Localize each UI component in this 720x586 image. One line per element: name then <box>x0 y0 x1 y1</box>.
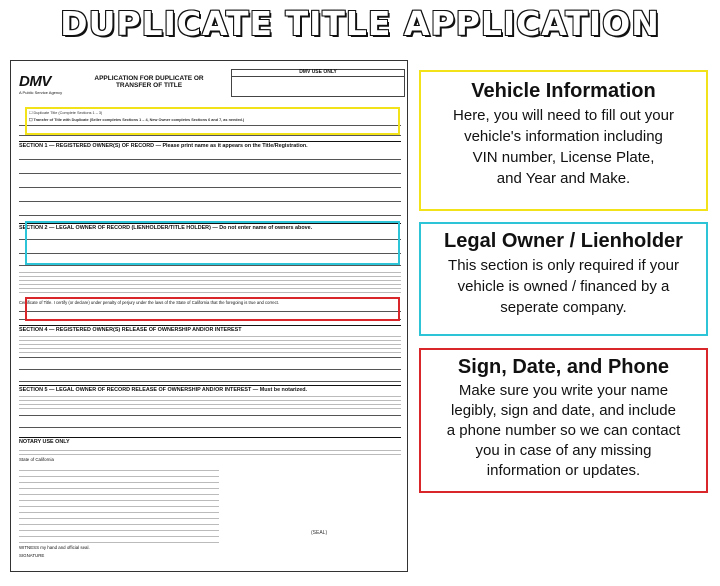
form-line <box>19 201 401 202</box>
section-3-text <box>19 269 401 295</box>
form-line <box>19 427 401 428</box>
transfer-title-label: Transfer of Title with Duplicate (Seller completes Sections 1 – 4, New Owner completes Sections 6 and 7, as needed.) <box>33 118 245 122</box>
form-line <box>19 173 401 174</box>
section-1-heading: SECTION 1 — REGISTERED OWNER(S) OF RECORD — Please print name as it appears on the Title/Registration. <box>19 141 401 149</box>
text-line: you in case of any missing <box>475 442 652 459</box>
notary-state: State of California <box>19 457 54 462</box>
form-name: APPLICATION FOR DUPLICATE OR TRANSFER OF TITLE <box>94 75 204 90</box>
text-line: and Year and Make. <box>496 170 631 187</box>
legal-owner-text <box>421 255 706 318</box>
text-line: seperate company. <box>500 299 627 316</box>
vehicle-info-title: Vehicle Information <box>471 80 656 102</box>
transfer-title-option: ☐ Transfer of Title with Duplicate (Seller completes Sections 1 – 4, New Owner completes Sections 6 and 7, as needed.) <box>29 118 245 122</box>
form-line <box>19 215 401 216</box>
section-4-heading: SECTION 4 — REGISTERED OWNER(S) RELEASE OF OWNERSHIP AND/OR INTEREST <box>19 325 401 333</box>
dup-title-option: ☐ Duplicate Title (Complete Sections 1 – 3) <box>29 111 103 115</box>
form-line <box>19 381 401 382</box>
text-line: VIN number, License Plate, <box>472 149 655 166</box>
form-line <box>19 265 401 266</box>
text-line: vehicle's information including <box>464 128 663 145</box>
form-line <box>19 159 401 160</box>
vehicle-info-text <box>421 105 706 189</box>
text-line: Make sure you write your name <box>458 382 669 399</box>
sign-date-highlight <box>25 297 400 321</box>
notary-body <box>19 465 219 545</box>
page-title: DUPLICATE TITLE APPLICATION <box>60 4 660 43</box>
text-line: Here, you will need to fill out your <box>453 107 674 124</box>
dmv-use-only-label: DMV USE ONLY <box>232 70 404 77</box>
section-5-text <box>19 393 401 411</box>
notary-text <box>19 447 401 455</box>
form-line <box>19 357 401 358</box>
signature-label: SIGNATURE <box>19 553 45 558</box>
sign-date-phone-text <box>421 381 706 481</box>
section-5-heading: SECTION 5 — LEGAL OWNER OF RECORD RELEASE OF OWNERSHIP AND/OR INTEREST — Must be notarized. <box>19 385 401 393</box>
form-line <box>19 415 401 416</box>
notary-witness: WITNESS my hand and official seal. <box>19 545 90 550</box>
sign-date-phone-card <box>419 348 708 493</box>
text-line: information or updates. <box>486 462 641 479</box>
form-line <box>19 369 401 370</box>
form-header <box>19 69 401 105</box>
legal-owner-card <box>419 222 708 336</box>
legal-owner-highlight <box>25 221 400 265</box>
dup-title-label: Duplicate Title (Complete Sections 1 – 3) <box>33 111 103 115</box>
dmv-form-document <box>10 60 408 572</box>
text-line: legibly, sign and date, and include <box>451 402 676 419</box>
legal-owner-title: Legal Owner / Lienholder <box>444 230 683 252</box>
dmv-use-only-box <box>231 69 405 97</box>
text-line: vehicle is owned / financed by a <box>457 278 670 295</box>
section-2-heading: SECTION 2 — LEGAL OWNER OF RECORD (LIENHOLDER/TITLE HOLDER) — Do not enter name of owners above. <box>19 223 401 231</box>
text-line: a phone number so we can contact <box>446 422 681 439</box>
dmv-logo: DMV <box>19 73 51 90</box>
form-line <box>19 135 401 136</box>
section-4-text <box>19 333 401 353</box>
vehicle-info-highlight <box>25 107 400 135</box>
sign-date-phone-title: Sign, Date, and Phone <box>457 356 670 378</box>
seal-label: (SEAL) <box>311 530 328 536</box>
form-line <box>19 187 401 188</box>
dmv-logo-subtitle: A Public Service Agency <box>19 90 63 95</box>
vehicle-info-card <box>419 70 708 211</box>
text-line: This section is only required if your <box>448 257 679 274</box>
notary-heading: NOTARY USE ONLY <box>19 437 401 445</box>
certify-text: Certificate of Title. I certify (or declare) under penalty of perjury under the laws of the State of California that the foregoing is true and correct. <box>19 300 279 305</box>
